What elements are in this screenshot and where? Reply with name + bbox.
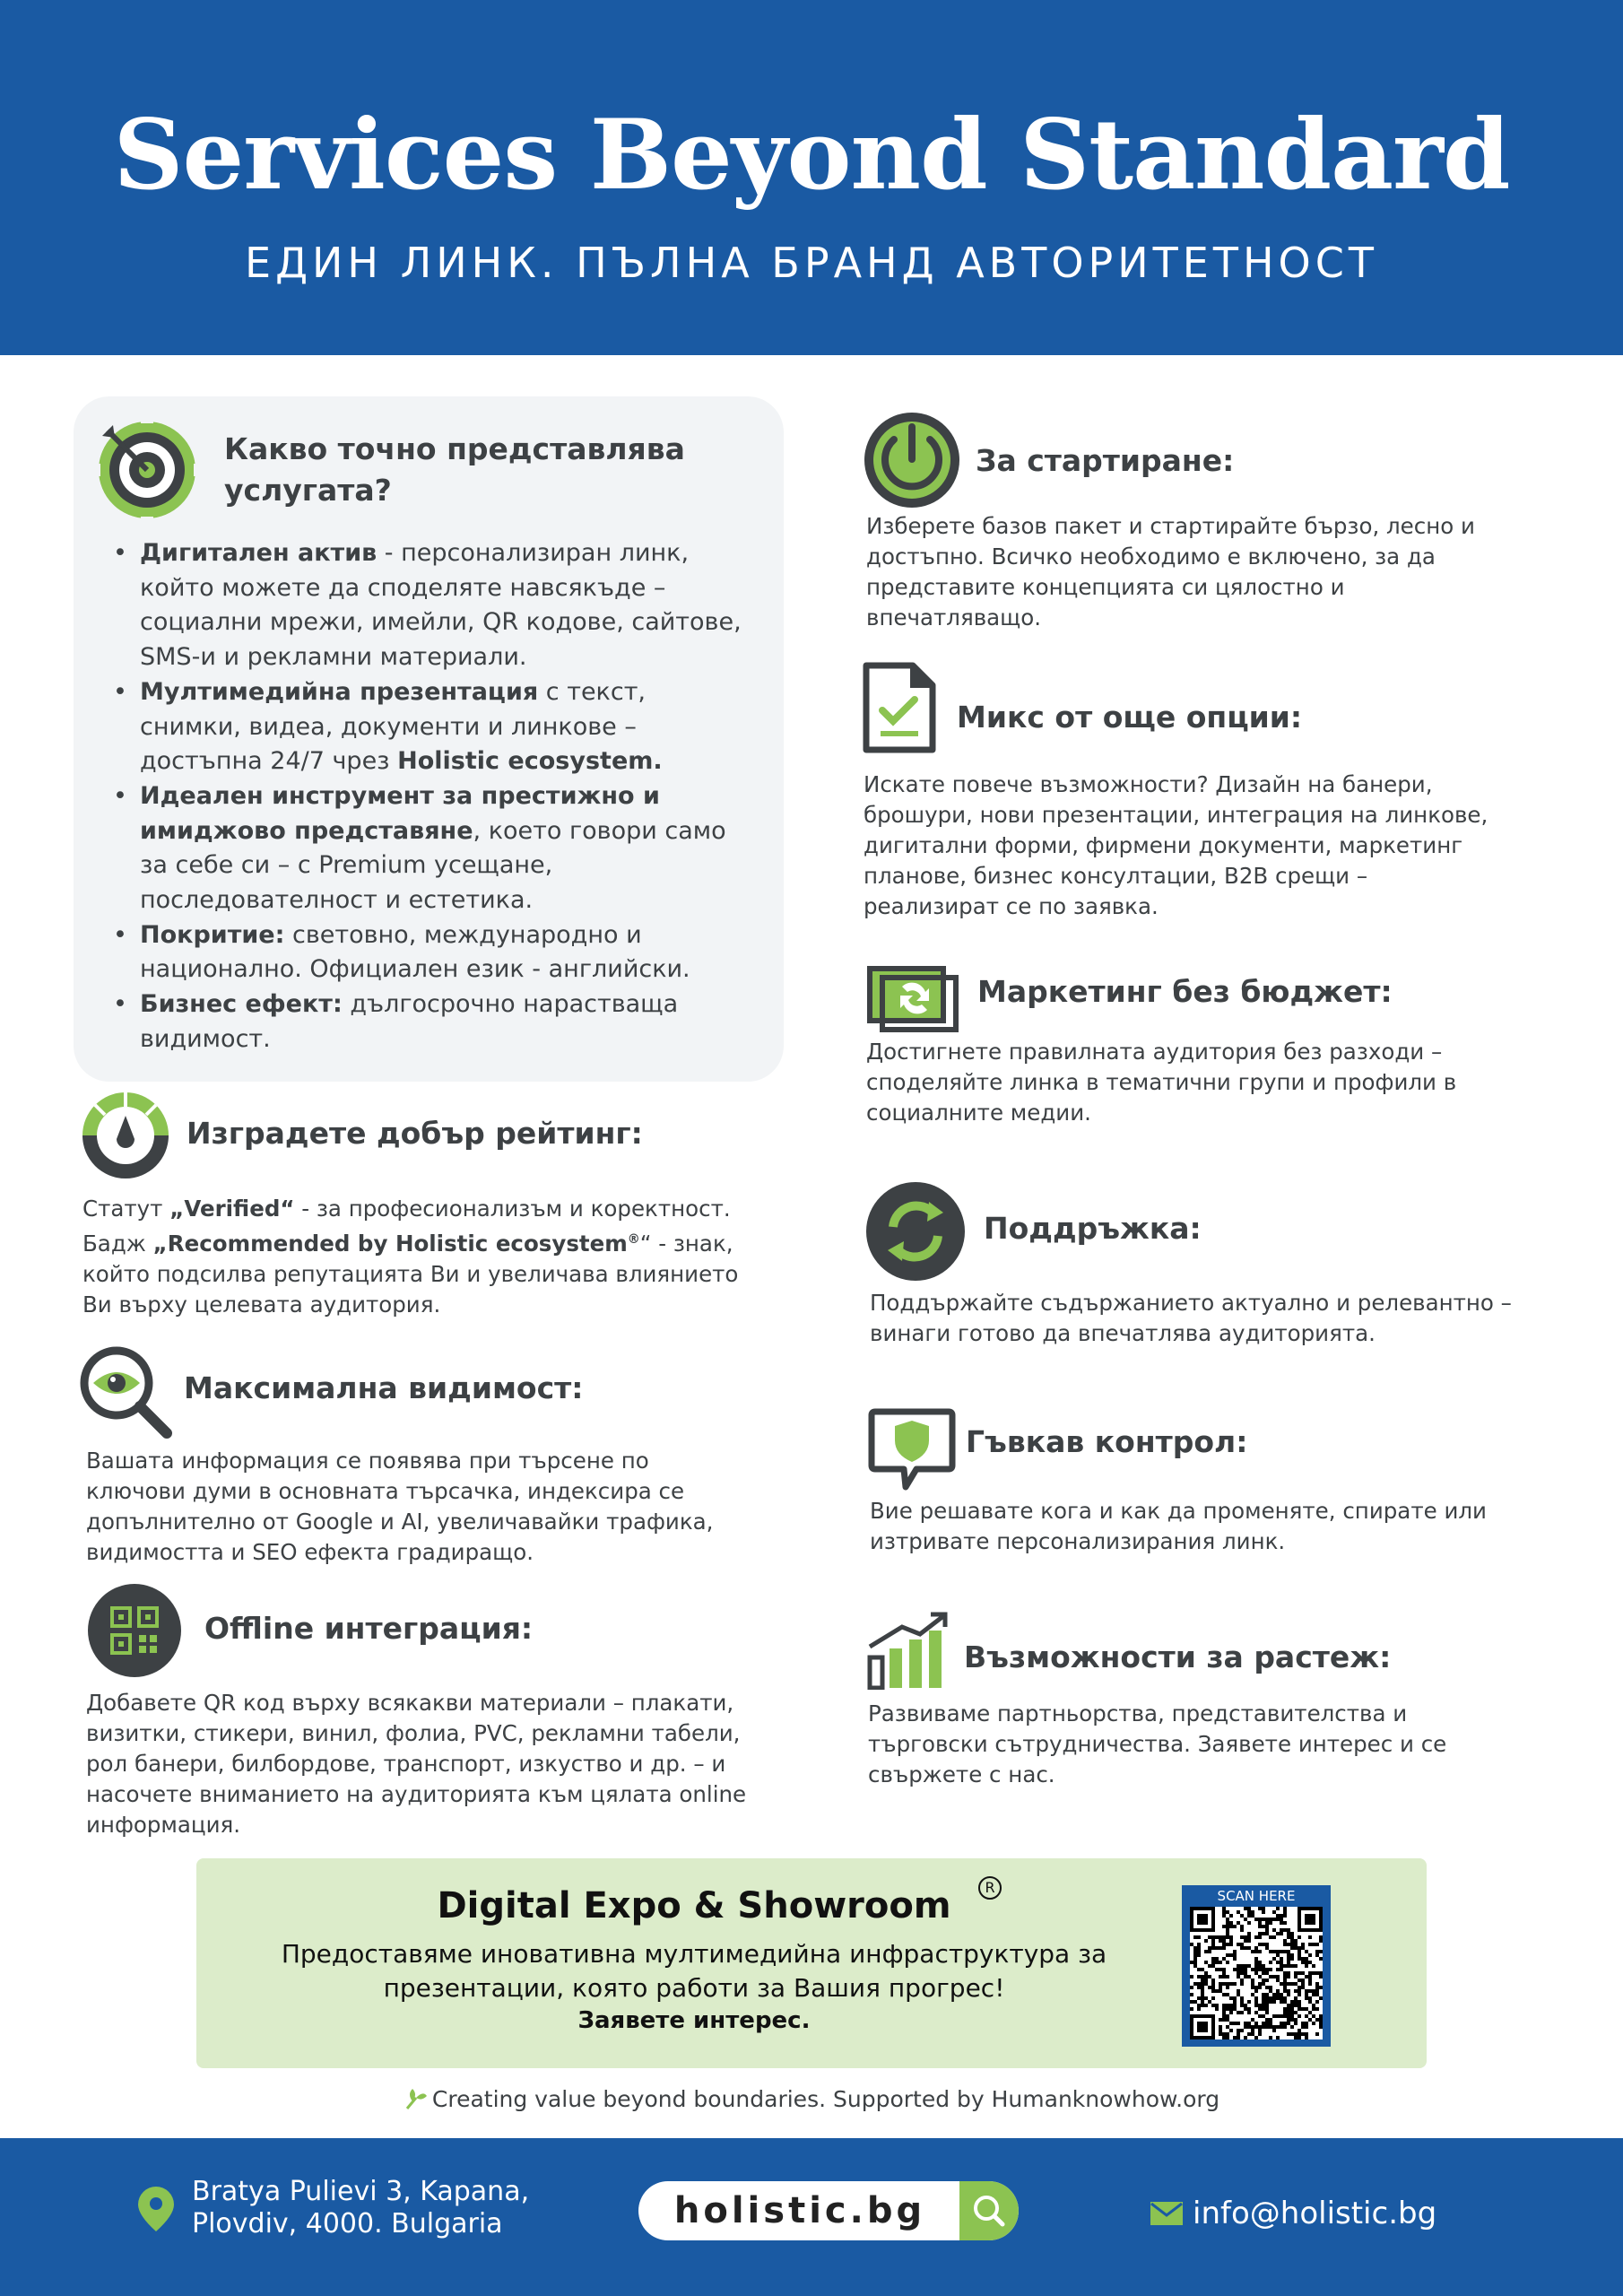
start-text: Изберете базов пакет и стартирайте бързо, лесно и достъпно. Всичко необходимо е включено, за да представите концепцията си цялостно и впечатляващо. xyxy=(866,513,1475,631)
address xyxy=(192,2176,529,2240)
magnifier-eye-icon xyxy=(79,1345,172,1439)
expo-cta[interactable]: Заявете интерес. xyxy=(577,2007,811,2034)
control-text: Вие решавате кога и как да променяте, спирате или изтривате персонализирания линк. xyxy=(870,1498,1487,1554)
support-title: Поддръжка: xyxy=(984,1211,1202,1246)
qr-label: SCAN HERE xyxy=(1217,1888,1296,1904)
support-text: Поддържайте съдържанието актуално и релевантно – винаги готово да впечатлява аудиторията. xyxy=(870,1290,1512,1346)
what-title: Какво точно представлява услугата? xyxy=(224,431,685,508)
list-item: • Бизнес ефект: дългосрочно нарастваща видимост. xyxy=(108,987,753,1057)
gauge-icon xyxy=(79,1089,172,1182)
email-link[interactable]: info@holistic.bg xyxy=(1193,2196,1437,2231)
address-line-2: Plovdiv, 4000. Bulgaria xyxy=(192,2208,503,2239)
page-subtitle: ЕДИН ЛИНК. ПЪЛНА БРАНД АВТОРИТЕТНОСТ xyxy=(245,239,1378,287)
growth-chart-icon xyxy=(866,1611,949,1690)
mix-title: Микс от още опции: xyxy=(957,700,1303,735)
mix-text: Искате повече възможности? Дизайн на банери, брошури, нови презентации, интеграция на линкове, дигитални форми, фирмени документи, маркетинг планове, бизнес консултации, B2B срещи – реализират се по заявка. xyxy=(864,771,1488,919)
offline-text: Добавете QR код върху всякакви материали – плакати, визитки, стикери, винил, фолиа, PVC, рекламни табели, рол банери, билбордове, транспорт, изкуство и др. – и насочете вниманието на аудиторията към цялата online информация. xyxy=(86,1690,747,1838)
visibility-text: Вашата информация се появява при търсене по ключови думи в основната търсачка, индексира се допълнително от Google и AI, увеличавайки трафика, видимостта и SEO ефекта градиращо. xyxy=(86,1448,714,1565)
search-icon xyxy=(959,2181,1019,2240)
digital-expo-box xyxy=(196,1858,1427,2068)
leaf-icon xyxy=(404,2087,429,2110)
tagline-text: Creating value beyond boundaries. Supported by Humanknowhow.org xyxy=(431,2086,1220,2112)
list-item: • Дигитален актив - персонализиран линк, който можете да споделяте навсякъде – социални мрежи, имейли, QR кодове, сайтове, SMS-и и рекламни материали. xyxy=(108,536,753,675)
tagline xyxy=(0,2086,1623,2112)
list-item: • Покритие: световно, международно и национално. Официален език - английски. xyxy=(108,918,753,987)
qr-pattern xyxy=(1190,1907,1323,2039)
search-button[interactable] xyxy=(959,2181,1019,2240)
growth-text: Развиваме партньорства, представителства и търговски сътрудничества. Заявете интерес и се свържете с нас. xyxy=(868,1700,1447,1787)
qr-code-pattern xyxy=(1190,1907,1323,2039)
offline-title: Offline интеграция: xyxy=(204,1611,534,1646)
shield-chat-icon xyxy=(868,1406,956,1494)
list-item: • Мултимедийна презентация с текст, снимки, видеа, документи и линкове – достъпна 24/7 чрез Holistic ecosystem. xyxy=(108,675,753,779)
website-search-pill[interactable] xyxy=(638,2181,1019,2240)
refresh-icon xyxy=(866,1182,965,1281)
power-icon xyxy=(864,413,959,508)
envelope-icon xyxy=(1150,2201,1184,2226)
control-title: Гъвкав контрол: xyxy=(966,1424,1248,1459)
expo-text: Предоставяме иновативна мултимедийна инфраструктура за презентации, която работи за Вашия прогрес! xyxy=(281,1939,1107,2003)
rating-text: Статут „Verified“ - за професионализъм и коректност. Бадж „Recommended by Holistic ecosystem®“ - знак, който подсилва репутацията Ви и увеличава влиянието Ви върху целевата аудитория. xyxy=(82,1196,739,1318)
money-exchange-icon xyxy=(866,965,959,1033)
location-pin-icon xyxy=(136,2185,176,2233)
document-check-icon xyxy=(863,662,936,753)
qr-code[interactable] xyxy=(1182,1885,1331,2047)
website-link[interactable]: holistic.bg xyxy=(673,2190,926,2231)
start-title: За стартиране: xyxy=(976,443,1235,478)
registered-mark: R xyxy=(978,1876,1002,1900)
address-line-1: Bratya Pulievi 3, Kapana, xyxy=(192,2176,530,2207)
target-icon xyxy=(95,418,199,522)
page-title: Services Beyond Standard xyxy=(113,99,1510,212)
marketing-text: Достигнете правилната аудитория без разходи – споделяйте линка в тематични групи и профили в социалните медии. xyxy=(866,1039,1457,1126)
expo-title: Digital Expo & Showroom xyxy=(437,1885,951,1926)
rating-title: Изградете добър рейтинг: xyxy=(187,1116,643,1151)
qr-code-icon xyxy=(88,1584,181,1677)
footer xyxy=(0,2138,1623,2296)
growth-title: Възможности за растеж: xyxy=(964,1639,1392,1674)
visibility-title: Максимална видимост: xyxy=(184,1370,584,1405)
list-item: • Идеален инструмент за престижно и имиджово представяне, което говори само за себе си – с Premium усещане, последователност и естетика. xyxy=(108,779,753,918)
service-features-list xyxy=(108,536,753,1057)
marketing-title: Маркетинг без бюджет: xyxy=(977,974,1393,1009)
header-banner xyxy=(0,0,1623,355)
